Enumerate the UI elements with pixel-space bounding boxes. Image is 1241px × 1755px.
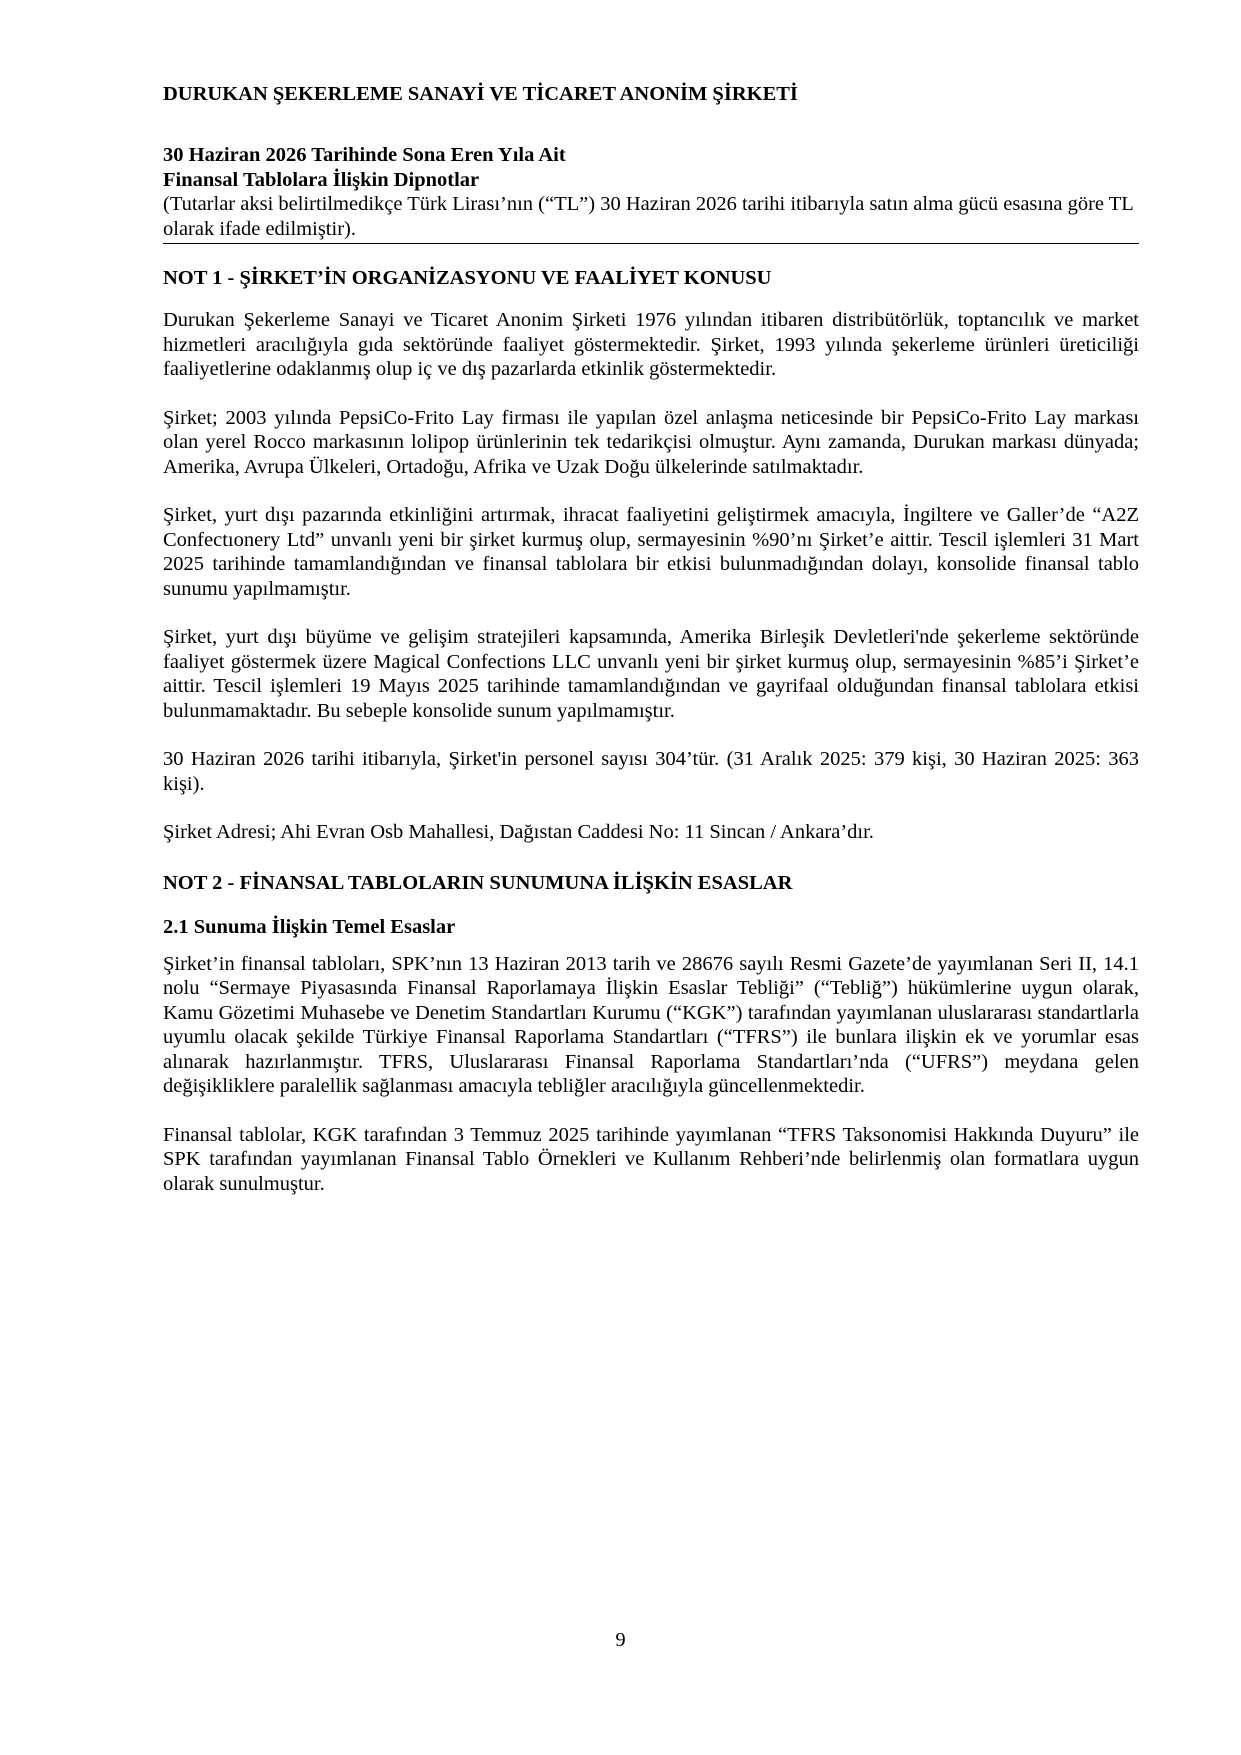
report-subtitle: Finansal Tablolara İlişkin Dipnotlar [163, 168, 480, 191]
note-1-paragraph: Şirket, yurt dışı pazarında etkinliğini artırmak, ihracat faaliyetini geliştirmek amacıyla, İngiltere ve Galler’de “A2Z Confectıonery Ltd” unvanlı yeni bir şirket kurmuş olup, sermayesinin %90’nı Şirket’e aittir. Tescil işlemleri 31 Mart 2025 tarihinde tamamlandığından ve finansal tablolara bir etkisi bulunmadığından dolayı, konsolide finansal tablo sunumu yapılmamıştır. [163, 504, 1139, 600]
document-page [163, 82, 1139, 1196]
section-2-1-paragraph: Finansal tablolar, KGK tarafından 3 Temmuz 2025 tarihinde yayımlanan “TFRS Taksonomisi Hakkında Duyuru” ile SPK tarafından yayımlanan Finansal Tablo Örnekleri ve Kullanım Rehberi’nde belirlenmiş olan formatlara uygun olarak sunulmuştur. [163, 1123, 1139, 1195]
note-1-title: NOT 1 - ŞİRKET’İN ORGANİZASYONU VE FAALİYET KONUSU [163, 267, 772, 289]
note-1-paragraph: 30 Haziran 2026 tarihi itibarıyla, Şirket'in personel sayısı 304’tür. (31 Aralık 2025: 379 kişi, 30 Haziran 2025: 363 kişi). [163, 748, 1139, 795]
note-1-paragraph: Şirket; 2003 yılında PepsiCo-Frito Lay firması ile yapılan özel anlaşma neticesinde bir PepsiCo-Frito Lay markası olan yerel Rocco markasının lolipop ürünlerinin tek tedarikçisi olmuştur. Aynı zamanda, Durukan markası dünyada; Amerika, Avrupa Ülkeleri, Ortadoğu, Afrika ve Uzak Doğu ülkelerinde satılmaktadır. [163, 406, 1139, 478]
note-1-paragraph: Şirket Adresi; Ahi Evran Osb Mahallesi, Dağıstan Caddesi No: 11 Sincan / Ankara’dır. [163, 821, 874, 843]
company-name: DURUKAN ŞEKERLEME SANAYİ VE TİCARET ANONİM ŞİRKETİ [163, 83, 798, 105]
note-2-title: NOT 2 - FİNANSAL TABLOLARIN SUNUMUNA İLİŞKİN ESASLAR [163, 871, 793, 894]
report-header [163, 143, 1139, 241]
note-1-paragraph: Şirket, yurt dışı büyüme ve gelişim stratejileri kapsamında, Amerika Birleşik Devletleri'nde şekerleme sektöründe faaliyet göstermek üzere Magical Confections LLC unvanlı yeni bir şirket kurmuş olup, sermayesinin %85’i Şirket’e aittir. Tescil işlemleri 19 Mayıs 2025 tarihinde tamamlandığından ve gayrifaal olduğundan finansal tablolara etkisi bulunmamaktadır. Bu sebeple konsolide sunum yapılmamıştır. [163, 626, 1139, 722]
page-number: 9 [615, 1629, 626, 1651]
section-2-1-title: 2.1 Sunuma İlişkin Temel Esaslar [163, 915, 456, 938]
report-period: 30 Haziran 2026 Tarihinde Sona Eren Yıla Ait [163, 144, 566, 166]
currency-note: (Tutarlar aksi belirtilmedikçe Türk Lirası’nın (“TL”) 30 Haziran 2026 tarihi itibarıyla satın alma gücü esasına göre TL olarak ifade edilmiştir). [163, 193, 1134, 240]
note-1-paragraph: Durukan Şekerleme Sanayi ve Ticaret Anonim Şirketi 1976 yılından itibaren distribütörlük, toptancılık ve market hizmetleri aracılığıyla gıda sektöründe faaliyet göstermektedir. Şirket, 1993 yılında şekerleme ürünleri üreticiliği faaliyetlerine odaklanmış olup iç ve dış pazarlarda etkinlik göstermektedir. [163, 309, 1139, 380]
section-2-1-paragraph: Şirket’in finansal tabloları, SPK’nın 13 Haziran 2013 tarih ve 28676 sayılı Resmi Gazete’de yayımlanan Seri II, 14.1 nolu “Sermaye Piyasasında Finansal Raporlamaya İlişkin Esaslar Tebliği” (“Tebliğ”) hükümlerine uygun olarak, Kamu Gözetimi Muhasebe ve Denetim Standartları Kurumu (“KGK”) tarafından yayımlanan uluslararası standartlarla uyumlu olacak şekilde Türkiye Finansal Raporlama Standartları (“TFRS”) ile bunlara ilişkin ek ve yorumlar esas alınarak hazırlanmıştır. TFRS, Uluslararası Finansal Raporlama Standartları’nda (“UFRS”) meydana gelen değişikliklere paralellik sağlanması amacıyla tebliğler aracılığıyla güncellenmektedir. [163, 952, 1139, 1097]
header-divider [163, 243, 1139, 244]
